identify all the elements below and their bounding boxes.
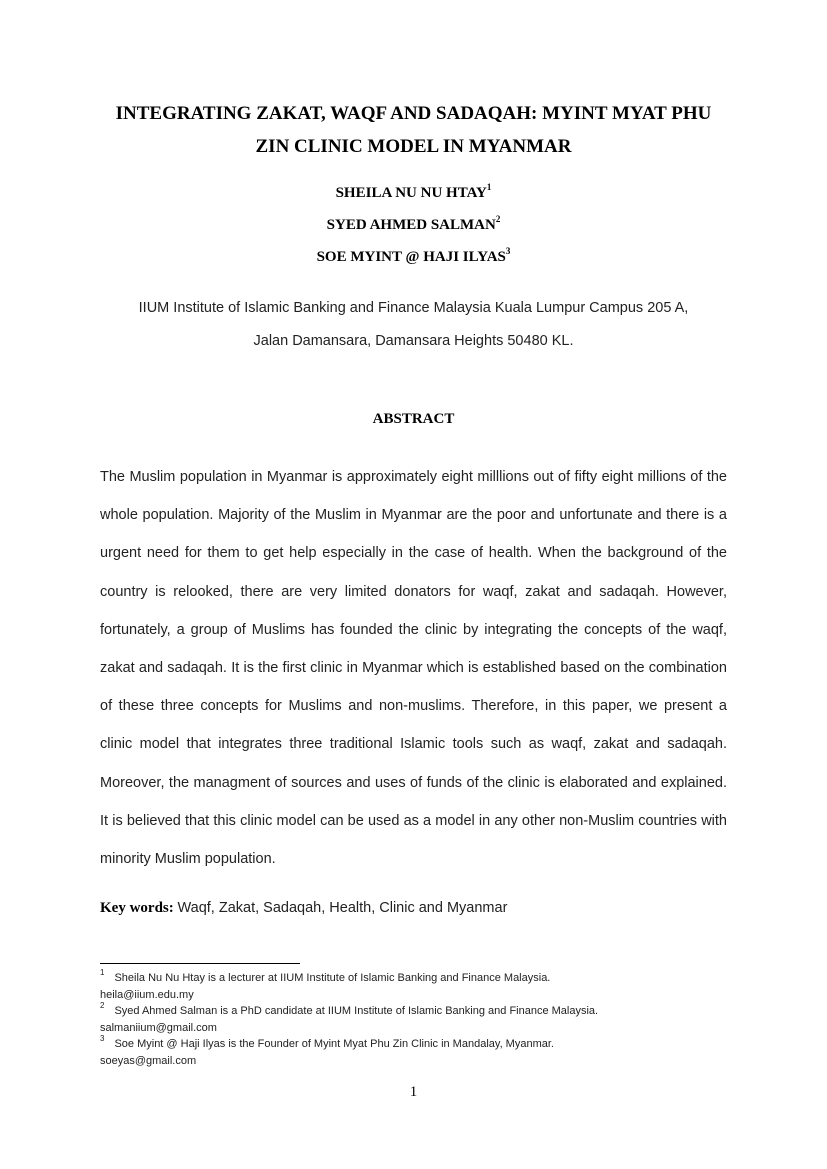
footnote-3 — [100, 1036, 727, 1053]
title-line-1: INTEGRATING ZAKAT, WAQF AND SADAQAH: MYINT MYAT PHU — [115, 103, 712, 124]
abstract-text: The Muslim population in Myanmar is approximately eight milllions out of fifty eight millions of the whole population. Majority of the Muslim in Myanmar are the poor and unfortunate and there is a urgent need for them to get help especially in the case of health. When the background of the country is relooked, there are very limited donators for waqf, zakat and sadaqah. However, fortunately, a group of Muslims has founded the clinic by integrating the concepts of the waqf, zakat and sadaqah. It is the first clinic in Myanmar which is established based on the combination of these three concepts for Muslims and non-muslims. Therefore, in this paper, we present a clinic model that integrates three traditional Islamic tools such as waqf, zakat and sadaqah. Moreover, the managment of sources and uses of funds of the clinic is elaborated and explained. It is believed that this clinic model can be used as a model in any other non-Muslim countries with minority Muslim population. — [100, 469, 727, 868]
author-3-footnote-marker: 3 — [505, 246, 511, 256]
author-2-footnote-marker: 2 — [495, 214, 501, 224]
footnote-1 — [100, 970, 727, 987]
footnote-2-text: Syed Ahmed Salman is a PhD candidate at IIUM Institute of Islamic Banking and Finance Malaysia. — [114, 1005, 599, 1017]
footnote-1-marker: 1 — [100, 968, 105, 978]
author-1 — [100, 177, 727, 209]
affiliation — [80, 292, 747, 358]
affiliation-line-2: Jalan Damansara, Damansara Heights 50480 KL. — [253, 333, 574, 349]
footnote-1-text: Sheila Nu Nu Htay is a lecturer at IIUM Institute of Islamic Banking and Finance Malaysia. — [114, 972, 551, 984]
author-list — [100, 177, 727, 273]
author-1-footnote-marker: 1 — [486, 182, 492, 192]
footnote-2-marker: 2 — [100, 1001, 105, 1011]
title-line-2: ZIN CLINIC MODEL IN MYANMAR — [255, 136, 572, 157]
author-2 — [100, 209, 727, 241]
author-2-name: SYED AHMED SALMAN — [326, 217, 496, 233]
footnote-2-email: salmaniium@gmail.com — [100, 1021, 217, 1034]
paper-title — [80, 97, 747, 163]
footnote-3-marker: 3 — [100, 1034, 105, 1044]
footnotes — [100, 970, 727, 1069]
page-number: 1 — [409, 1084, 418, 1100]
footnote-3-email: soeyas@gmail.com — [100, 1054, 197, 1067]
keywords-value: Waqf, Zakat, Sadaqah, Health, Clinic and Myanmar — [177, 900, 508, 916]
footnote-1-email: heila@iium.edu.my — [100, 988, 194, 1001]
footnote-2 — [100, 1003, 727, 1020]
abstract-heading: ABSTRACT — [372, 411, 455, 427]
author-3-name: SOE MYINT @ HAJI ILYAS — [316, 249, 506, 265]
author-1-name: SHEILA NU NU HTAY — [335, 185, 487, 201]
keywords — [100, 897, 507, 919]
footnote-divider — [100, 963, 300, 964]
affiliation-line-1: IIUM Institute of Islamic Banking and Finance Malaysia Kuala Lumpur Campus 205 A, — [138, 300, 689, 316]
keywords-label: Key words: — [100, 900, 174, 916]
author-3 — [100, 241, 727, 273]
footnote-3-text: Soe Myint @ Haji Ilyas is the Founder of Myint Myat Phu Zin Clinic in Mandalay, Myanmar. — [114, 1038, 554, 1050]
